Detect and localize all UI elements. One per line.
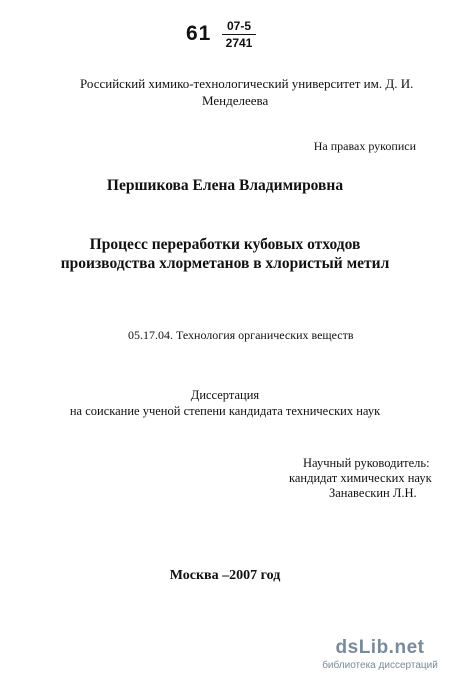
- author-name: Першикова Елена Владимировна: [106, 177, 344, 194]
- university-line-2: Менделеева: [202, 93, 269, 108]
- title-line-1: Процесс переработки кубовых отходов: [89, 236, 361, 253]
- watermark: [320, 637, 440, 671]
- university-name: [80, 75, 420, 109]
- dissertation-type-line-2: на соискание ученой степени кандидата технических наук: [69, 404, 381, 418]
- university-line-1: Российский химико-технологический университет им. Д. И.: [80, 76, 414, 91]
- catalog-fraction: [222, 19, 256, 50]
- watermark-logo: dsLib.net: [335, 637, 425, 658]
- city-year: Москва –2007 год: [169, 568, 281, 583]
- catalog-number: 61: [186, 22, 212, 45]
- title-line-2: производства хлорметанов в хлористый метил: [60, 255, 390, 272]
- catalog-numerator: 07-5: [226, 19, 252, 33]
- rights-note: На правах рукописи: [313, 139, 416, 153]
- catalog-denominator: 2741: [225, 36, 253, 50]
- dissertation-type: [0, 387, 450, 419]
- advisor-label: Научный руководитель:: [303, 456, 430, 470]
- advisor-name: Занавескин Л.Н.: [329, 486, 417, 500]
- dissertation-type-line-1: Диссертация: [190, 388, 260, 402]
- specialty-code: 05.17.04. Технология органических веществ: [128, 328, 354, 342]
- dissertation-title: [0, 235, 450, 273]
- watermark-subtitle: библиотека диссертаций: [322, 660, 438, 671]
- scientific-advisor: [289, 456, 432, 501]
- advisor-degree: кандидат химических наук: [289, 471, 432, 485]
- fraction-bar: [222, 34, 256, 35]
